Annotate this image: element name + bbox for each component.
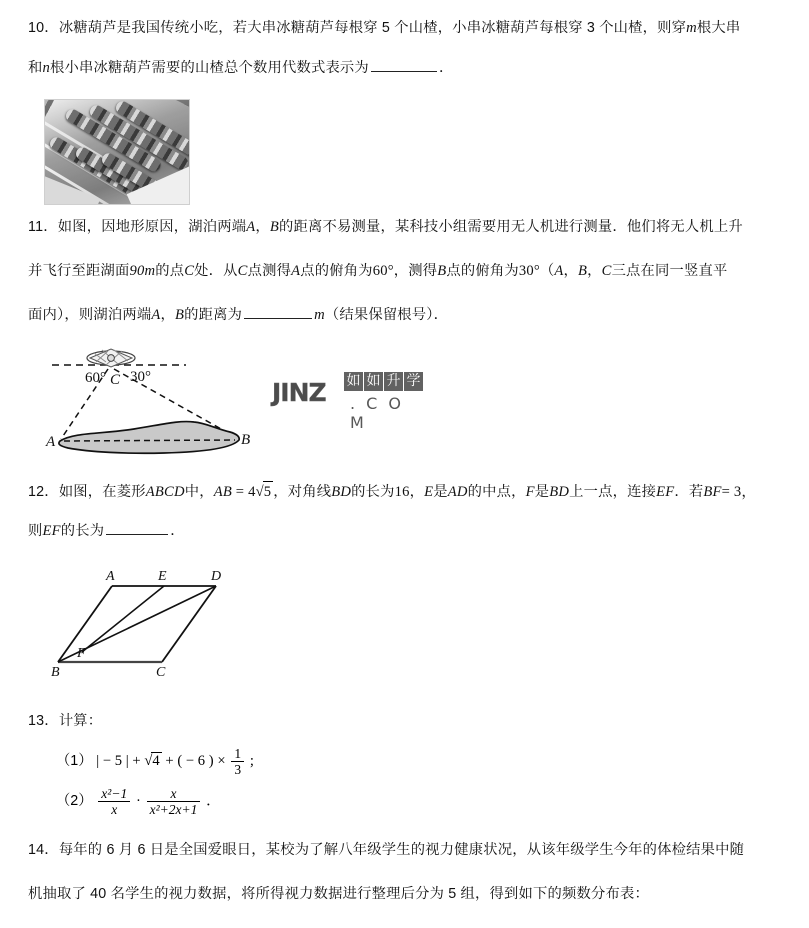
- question-12-text-6: 的中点，: [467, 484, 526, 500]
- question-10-var-n: n: [42, 60, 50, 76]
- segment-ef: [82, 586, 164, 652]
- label-point-c: C: [110, 372, 121, 388]
- question-11-text-5: 处．从: [194, 263, 238, 279]
- label-angle-60: 60°: [85, 370, 106, 386]
- question-11-var-b-3: B: [578, 263, 588, 279]
- question-12-text-9: ．若: [674, 484, 704, 500]
- question-13-times: ×: [217, 753, 226, 770]
- question-12-side-ab: AB: [213, 484, 232, 500]
- question-12-rhombus-abcd: ABCD: [145, 484, 185, 500]
- question-10-answer-blank[interactable]: [371, 58, 437, 72]
- question-11-text-7: 点的俯角为: [300, 263, 373, 279]
- question-10-line-1: [28, 18, 740, 38]
- fraction-2-denominator: x²+2x+1: [147, 801, 201, 817]
- question-11-var-a: A: [246, 219, 256, 235]
- question-12-line-1: 12．如图，在菱形ABCD中，AB = 4√5 ，对角线BD的长为16，E是AD的中点，F是BD上一点，连接EF．若BF= 3，: [28, 481, 756, 502]
- fraction-1-numerator: x²−1: [101, 786, 128, 801]
- question-13-plus-2: +: [165, 753, 174, 770]
- label-f: F: [77, 646, 86, 661]
- question-12-point-e: E: [424, 484, 434, 500]
- label-c: C: [156, 665, 166, 680]
- question-12-line-2: [28, 521, 185, 541]
- sqrt-symbol-icon: √: [255, 484, 264, 500]
- question-12-period: ．: [170, 523, 185, 539]
- question-11-text-1: 如图，因地形原因，湖泊两端: [57, 219, 247, 235]
- question-12-text-10: 则: [28, 523, 43, 539]
- label-point-b: B: [241, 432, 251, 448]
- question-11-unit: m: [314, 307, 325, 323]
- label-a: A: [106, 569, 115, 584]
- fraction-1-denominator: x: [98, 801, 130, 817]
- watermark-cn-char-3: 升: [384, 372, 403, 391]
- question-13-fraction-2: [147, 786, 201, 817]
- question-12-comma-1: ，: [409, 484, 425, 500]
- question-12-bd-length: 16: [394, 484, 410, 500]
- segment-ab-dashed: [64, 440, 235, 441]
- question-13-fraction-1: [98, 786, 130, 817]
- watermark-cn-characters: [344, 372, 424, 391]
- question-13-sqrt-4: 4: [152, 753, 160, 770]
- question-11-var-b-2: B: [437, 263, 447, 279]
- question-10-text-part-1: 冰糖葫芦是我国传统小吃，若大串冰糖葫芦每根穿 5 个山楂，小串冰糖葫芦每根穿 3 个山楂，则穿: [58, 20, 687, 36]
- watermark: [272, 372, 421, 432]
- label-angle-30: 30°: [130, 369, 151, 385]
- question-12-text-7: 是: [534, 484, 550, 500]
- question-11-text-6: 点测得: [247, 263, 292, 279]
- question-12-segment-ad: AD: [447, 484, 468, 500]
- question-12-diagonal-bd: BD: [331, 484, 352, 500]
- question-11-var-b-4: B: [174, 307, 185, 323]
- side-dc: [162, 586, 216, 662]
- question-12-text-8: 上一点，连接: [569, 484, 657, 500]
- question-11-comma-4: ，: [160, 307, 175, 323]
- question-11-angle-60: 60°: [372, 263, 394, 279]
- question-11-comma-1: ，: [255, 219, 270, 235]
- fraction-numerator: 1: [234, 746, 242, 761]
- question-12-segment-bf: BF: [703, 484, 722, 500]
- question-11-line-2: [28, 261, 728, 281]
- lake-shape: [59, 422, 239, 454]
- question-12-text-4: 的长为: [351, 484, 395, 500]
- question-11-text-2: 的距离不易测量，某科技小组需要用无人机进行测量．他们将无人机上升: [278, 219, 743, 235]
- sqrt-symbol-icon-2: √: [144, 753, 153, 770]
- question-11-var-c-2: C: [237, 263, 248, 279]
- question-11-text-13: （结果保留根号）．: [324, 307, 449, 323]
- question-10-text-part-3: 和: [28, 60, 43, 76]
- question-10-line-2: [28, 58, 453, 78]
- watermark-brand: JINZ: [272, 378, 326, 407]
- question-10-text-part-2: 根大串: [696, 20, 741, 36]
- question-14-number: 14．: [28, 842, 59, 858]
- question-13-item-2-terminator: ．: [206, 793, 221, 810]
- question-12-text-5: 是: [433, 484, 448, 500]
- question-11-line-1: [28, 217, 743, 237]
- question-11-text-12: 的距离为: [184, 307, 243, 323]
- question-11-paren-open: （: [539, 263, 555, 279]
- watermark-cn-char-2: 如: [364, 372, 383, 391]
- question-11-text-10: 三点在同一竖直平: [611, 263, 728, 279]
- question-11-angle-30: 30°: [518, 263, 540, 279]
- question-10-text-part-5: ．: [438, 60, 454, 76]
- question-10-number: 10．: [28, 20, 59, 36]
- question-13-negative-six: ( − 6 ): [177, 753, 214, 770]
- question-11-figure: [34, 340, 274, 470]
- fraction-2-numerator: x: [170, 786, 177, 801]
- question-11-text-11: 面内），则湖泊两端: [28, 307, 152, 323]
- question-12-bf-value: = 3，: [721, 484, 757, 500]
- question-13-plus-1: +: [132, 753, 141, 770]
- question-14-text-1: 每年的 6 月 6 日是全国爱眼日，某校为了解八年级学生的视力健康状况，从该年级学生今年的体检结果中随: [58, 842, 745, 858]
- question-11-answer-blank[interactable]: [244, 305, 312, 319]
- question-11-text-8: ，测得: [393, 263, 438, 279]
- question-13-number: 13．: [28, 713, 59, 729]
- question-13-item-1-label: （1）: [56, 753, 93, 770]
- question-14-line-2: [28, 884, 649, 904]
- lake-drone-diagram: [34, 340, 274, 470]
- question-13-line-1: [28, 711, 102, 731]
- question-13-multiply-dot: ·: [135, 793, 141, 810]
- question-11-var-c-1: C: [184, 263, 195, 279]
- question-12-segment-ef-2: EF: [42, 523, 61, 539]
- question-11-var-a-3: A: [554, 263, 564, 279]
- question-12-text-1: 如图，在菱形: [58, 484, 146, 500]
- question-12-figure: [50, 556, 270, 686]
- question-11-line-3: [28, 305, 448, 325]
- question-14-text-2: 机抽取了 40 名学生的视力数据，将所得视力数据进行整理后分为 5 组，得到如下的频数分布表：: [28, 886, 650, 902]
- question-11-comma-2: ，: [563, 263, 578, 279]
- question-12-number: 12．: [28, 484, 59, 500]
- question-12-coefficient: 4: [248, 484, 256, 500]
- question-12-segment-bd: BD: [549, 484, 570, 500]
- question-12-text-11: 的长为: [60, 523, 105, 539]
- question-11-number: 11．: [28, 219, 58, 235]
- question-13-absolute-value: | − 5 |: [96, 753, 129, 770]
- question-13-item-2: [56, 786, 221, 817]
- label-e: E: [158, 569, 167, 584]
- question-11-var-c-3: C: [601, 263, 612, 279]
- question-11-var-a-4: A: [151, 307, 161, 323]
- fraction-denominator: 3: [231, 761, 244, 777]
- question-11-text-3: 并飞行至距湖面: [28, 263, 130, 279]
- question-13-title: 计算：: [58, 713, 103, 729]
- watermark-domain: . C O M: [350, 394, 405, 432]
- question-11-comma-3: ，: [587, 263, 602, 279]
- question-10-text-part-4: 根小串冰糖葫芦需要的山楂总个数用代数式表示为: [50, 60, 369, 76]
- question-12-text-3: ，对角线: [273, 484, 332, 500]
- label-point-a: A: [46, 434, 56, 450]
- question-10-var-m: m: [686, 20, 697, 36]
- question-13-item-1-terminator: ;: [249, 753, 254, 770]
- question-11-var-b: B: [269, 219, 279, 235]
- question-11-var-a-2: A: [291, 263, 301, 279]
- question-12-point-f: F: [525, 484, 535, 500]
- watermark-cn-char-4: 学: [404, 372, 423, 391]
- question-12-radicand: 5: [263, 481, 274, 502]
- label-b: B: [51, 665, 60, 680]
- question-11-altitude: 90m: [129, 263, 156, 279]
- candied-hawthorn-photo: [44, 99, 190, 205]
- question-13-item-2-label: （2）: [56, 793, 93, 810]
- question-13-item-1: [56, 746, 254, 777]
- question-12-text-2: 中，: [184, 484, 214, 500]
- question-13-fraction-one-third: [231, 746, 244, 777]
- rhombus-diagram: [50, 556, 270, 686]
- question-11-text-4: 的点: [155, 263, 185, 279]
- question-12-answer-blank[interactable]: [106, 521, 168, 535]
- label-d: D: [211, 569, 222, 584]
- question-11-text-9: 点的俯角为: [446, 263, 519, 279]
- question-14-line-1: [28, 840, 744, 860]
- question-12-segment-ef: EF: [656, 484, 675, 500]
- watermark-cn-char-1: 如: [344, 372, 363, 391]
